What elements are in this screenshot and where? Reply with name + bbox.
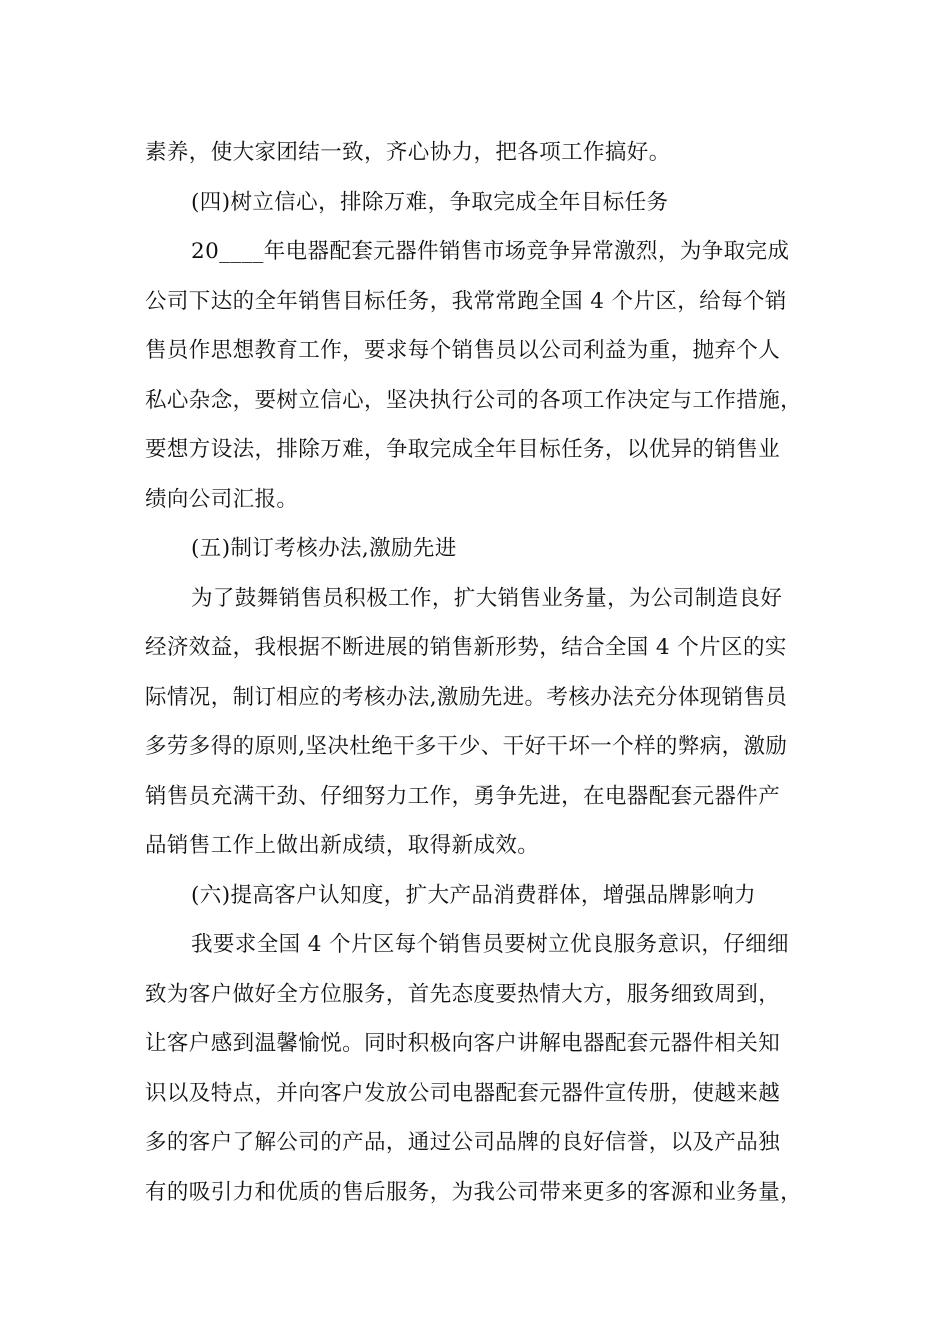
paragraph-line: 售员作思想教育工作，要求每个销售员以公司利益为重，抛弃个人 [145,338,781,363]
section-heading-5: (五)制订考核办法,激励先进 [191,536,457,561]
paragraph-line: 多的客户了解公司的产品，通过公司品牌的良好信誉，以及产品独 [145,1130,781,1155]
paragraph-line: 有的吸引力和优质的售后服务，为我公司带来更多的客源和业务量， [145,1179,803,1205]
paragraph-line: 20____年电器配套元器件销售市场竞争异常激烈，为争取完成 [191,239,790,264]
section-heading-6: (六)提高客户认知度，扩大产品消费群体，增强品牌影响力 [191,882,757,908]
paragraph-line: 为了鼓舞销售员积极工作，扩大销售业务量，为公司制造良好 [191,585,783,611]
paragraph-line: 际情况，制订相应的考核办法,激励先进。考核办法充分体现销售员 [145,684,788,710]
paragraph-line: 识以及特点，并向客户发放公司电器配套元器件宣传册，使越来越 [145,1080,781,1106]
paragraph-line: 我要求全国 4 个片区每个销售员要树立优良服务意识，仔细细 [191,932,789,957]
paragraph-line: 经济效益，我根据不断进展的销售新形势，结合全国 4 个片区的实 [145,635,787,660]
paragraph-line: 私心杂念，要树立信心，坚决执行公司的各项工作决定与工作措施， [145,387,803,413]
paragraph-line: 要想方设法，排除万难，争取完成全年目标任务，以优异的销售业 [145,437,781,462]
paragraph-line: 销售员充满干劲、仔细努力工作，勇争先进，在电器配套元器件产 [145,783,781,809]
paragraph-line: 致为客户做好全方位服务，首先态度要热情大方，服务细致周到， [145,981,781,1007]
document-page [145,128,825,1217]
paragraph-line: 多劳多得的原则,坚决杜绝干多干少、干好干坏一个样的弊病，激励 [145,734,788,759]
paragraph-line: 品销售工作上做出新成绩，取得新成效。 [145,833,540,858]
paragraph-line: 绩向公司汇报。 [145,486,299,512]
paragraph-line: 让客户感到温馨愉悦。同时积极向客户讲解电器配套元器件相关知 [145,1031,781,1056]
paragraph-line: 素养，使大家团结一致，齐心协力，把各项工作搞好。 [145,140,671,165]
section-heading-4: (四)树立信心，排除万难，争取完成全年目标任务 [191,189,669,215]
paragraph-line: 公司下达的全年销售目标任务，我常常跑全国 4 个片区，给每个销 [145,288,787,314]
